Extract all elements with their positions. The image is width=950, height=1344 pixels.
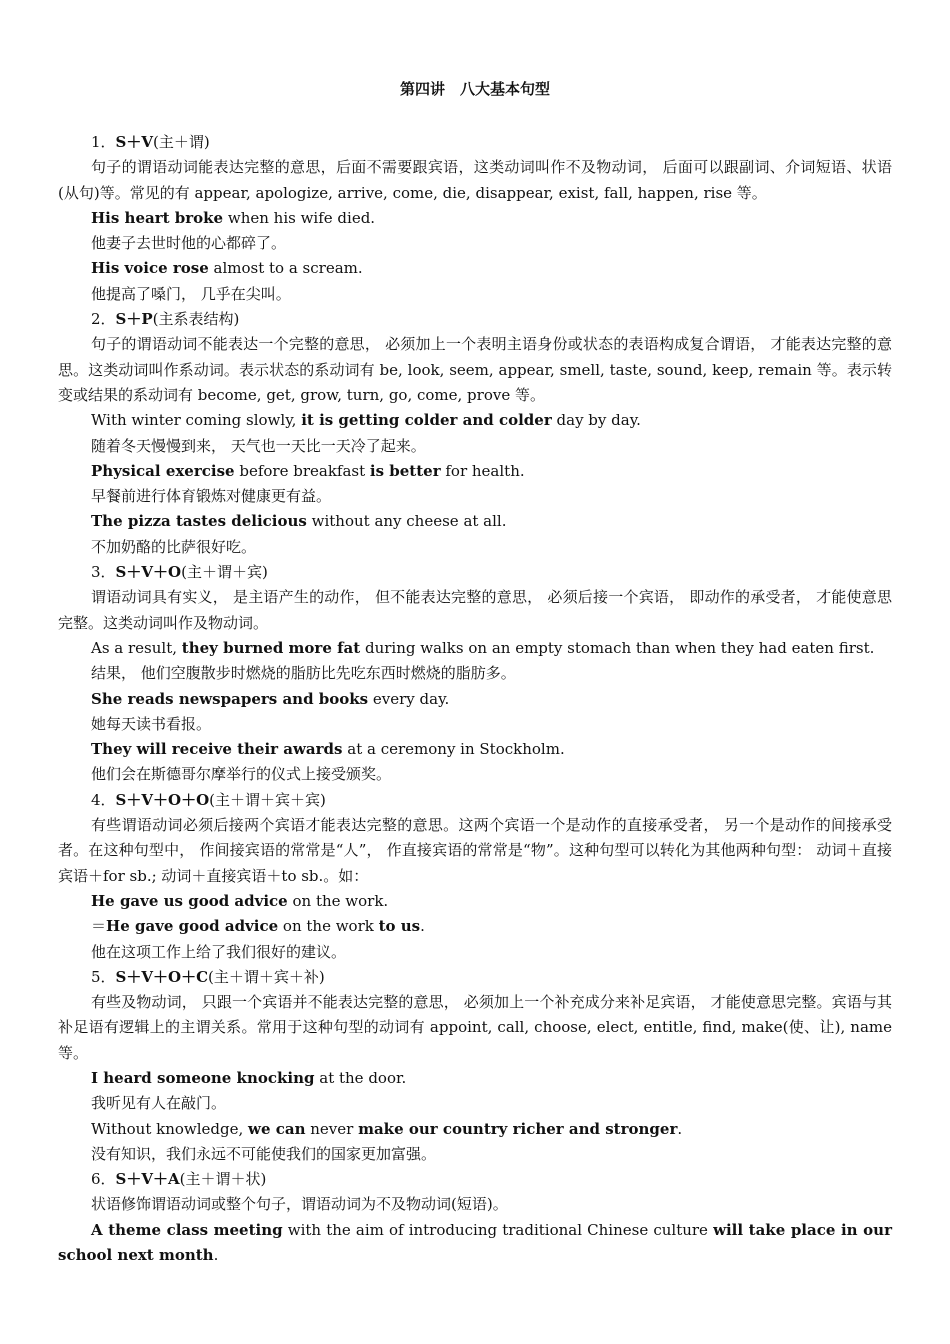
- example-translation: 随着冬天慢慢到来， 天气也一天比一天冷了起来。: [91, 436, 426, 455]
- heading-cn: (主＋谓): [153, 133, 210, 151]
- example-translation: 不加奶酪的比萨很好吃。: [91, 537, 257, 556]
- example-rest: on the work.: [287, 891, 389, 910]
- example-translation: 他提高了嗓门， 几乎在尖叫。: [91, 284, 291, 303]
- example-bold: will take place in our school next month: [58, 1220, 892, 1265]
- example-sentence: [58, 1218, 892, 1269]
- example-mid: on the work: [278, 917, 379, 936]
- example-rest: at a ceremony in Stockholm.: [342, 740, 565, 759]
- heading-number: 3．: [91, 563, 116, 582]
- example-sentence: [58, 737, 892, 762]
- example-bold: is better: [369, 461, 441, 480]
- heading-cn: (主＋谓＋状): [179, 1170, 267, 1189]
- section-heading-5: [58, 965, 892, 990]
- heading-number: 6．: [91, 1170, 116, 1189]
- section-description-4: 有些谓语动词必须后接两个宾语才能表达完整的意思。这两个宾语一个是动作的直接承受者， 另一个是动作的间接承受者。在这种句型中， 作间接宾语的常常是“人”， 作直接宾语的常常是“物”。这种句型可以转化为其他两种句型： 动词＋直接宾语＋for sb.; 动词＋直接宾语＋to sb.。如：: [58, 816, 892, 885]
- example-sentence: [58, 408, 892, 433]
- section-heading-2: [58, 307, 892, 332]
- heading-cn: (主系表结构): [152, 310, 240, 329]
- example-bold: we can: [248, 1119, 306, 1138]
- example-bold: His voice rose: [91, 259, 209, 278]
- heading-pattern: S＋P: [115, 310, 153, 329]
- section-heading-4: [58, 788, 892, 813]
- section-description-5: 有些及物动词， 只跟一个宾语并不能表达完整的意思， 必须加上一个补充成分来补足宾语， 才能使意思完整。宾语与其补足语有逻辑上的主谓关系。常用于这种句型的动词有 appoint, call, choose, elect, entitle, find, make(使、让), name 等。: [58, 993, 892, 1062]
- example-translation: 早餐前进行体育锻炼对健康更有益。: [91, 487, 332, 506]
- example-bold: He gave us good advice: [91, 891, 288, 910]
- example-bold: to us: [378, 917, 421, 936]
- example-rest: during walks on an empty stomach than when they had eaten first.: [360, 638, 875, 657]
- example-sentence: [58, 636, 892, 661]
- section-description-1: 句子的谓语动词能表达完整的意思，后面不需要跟宾语，这类动词叫作不及物动词， 后面可以跟副词、介词短语、状语(从句)等。常见的有 appear, apologize, arrive, come, die, disappear, exist, fall, happen, rise 等。: [58, 158, 892, 202]
- example-mid: before breakfast: [234, 461, 370, 480]
- heading-pattern: S＋V＋A: [115, 1170, 180, 1189]
- section-heading-1: [58, 130, 892, 155]
- document-body: [58, 130, 892, 1268]
- example-sentence: [58, 256, 892, 281]
- example-bold: The pizza tastes delicious: [91, 512, 307, 531]
- example-rest: without any cheese at all.: [306, 512, 507, 531]
- example-sentence: [58, 914, 892, 939]
- heading-pattern: S＋V＋O＋C: [115, 967, 209, 986]
- example-rest: day by day.: [551, 411, 641, 430]
- example-bold: Physical exercise: [91, 461, 235, 480]
- example-bold: they burned more fat: [181, 638, 361, 657]
- example-rest: at the door.: [314, 1068, 407, 1087]
- heading-cn: (主＋谓＋宾): [181, 563, 268, 582]
- example-bold: His heart broke: [91, 208, 224, 227]
- example-bold: A theme class meeting: [91, 1220, 283, 1239]
- example-pre: As a result,: [91, 638, 182, 657]
- heading-number: 5．: [91, 967, 116, 986]
- heading-pattern: S＋V: [115, 133, 154, 151]
- example-mid: with the aim of introducing traditional Chinese culture: [282, 1220, 714, 1239]
- heading-pattern: S＋V＋O: [115, 563, 182, 582]
- example-sentence: [58, 459, 892, 484]
- heading-cn: (主＋谓＋宾＋宾): [209, 790, 326, 809]
- section-heading-3: [58, 560, 892, 585]
- example-translation: 她每天读书看报。: [91, 714, 212, 733]
- example-translation: 没有知识，我们永远不可能使我们的国家更加富强。: [91, 1144, 437, 1163]
- example-bold: I heard someone knocking: [91, 1068, 315, 1087]
- section-heading-6: [58, 1167, 892, 1192]
- example-sentence: [58, 509, 892, 534]
- example-sentence: [58, 687, 892, 712]
- example-bold: They will receive their awards: [91, 740, 343, 759]
- example-translation: 他妻子去世时他的心都碎了。: [91, 234, 287, 253]
- example-translation: 我听见有人在敲门。: [91, 1094, 227, 1113]
- example-bold: He gave good advice: [106, 917, 279, 936]
- section-description-3: 谓语动词具有实义， 是主语产生的动作， 但不能表达完整的意思， 必须后接一个宾语， 即动作的承受者， 才能使意思完整。这类动词叫作及物动词。: [58, 588, 892, 632]
- example-rest: .: [420, 917, 425, 936]
- example-sentence: [58, 889, 892, 914]
- example-pre: ＝: [91, 917, 107, 936]
- example-rest: .: [677, 1119, 683, 1138]
- example-rest: every day.: [368, 689, 450, 708]
- example-pre: Without knowledge,: [91, 1119, 249, 1138]
- example-mid: never: [305, 1119, 359, 1138]
- section-description-6: 状语修饰谓语动词或整个句子，谓语动词为不及物动词(短语)。: [91, 1195, 508, 1214]
- example-translation: 他在这项工作上给了我们很好的建议。: [91, 942, 347, 961]
- example-bold: She reads newspapers and books: [91, 689, 369, 708]
- example-sentence: [58, 1117, 892, 1142]
- example-translation: 结果， 他们空腹散步时燃烧的脂肪比先吃东西时燃烧的脂肪多。: [91, 664, 516, 683]
- heading-number: 4．: [91, 790, 116, 809]
- page-title: 第四讲 八大基本句型: [399, 80, 550, 98]
- example-rest: .: [213, 1246, 219, 1265]
- example-rest: when his wife died.: [223, 208, 376, 227]
- heading-number: 2．: [91, 310, 116, 329]
- example-sentence: [58, 1066, 892, 1091]
- heading-cn: (主＋谓＋宾＋补): [208, 967, 325, 986]
- example-rest: almost to a scream.: [208, 259, 363, 278]
- example-sentence: [58, 206, 892, 231]
- heading-number: 1．: [91, 133, 116, 151]
- example-translation: 他们会在斯德哥尔摩举行的仪式上接受颁奖。: [91, 765, 392, 784]
- example-bold: it is getting colder and colder: [301, 411, 552, 430]
- example-pre: With winter coming slowly,: [91, 411, 302, 430]
- example-rest: for health.: [440, 461, 525, 480]
- section-description-2: 句子的谓语动词不能表达一个完整的意思， 必须加上一个表明主语身份或状态的表语构成复合谓语， 才能表达完整的意思。这类动词叫作系动词。表示状态的系动词有 be, look, seem, appear, smell, taste, sound, keep, remain 等。表示转变或结果的系动词有 become, get, grow, turn, go, come, prove 等。: [58, 335, 892, 404]
- example-bold: make our country richer and stronger: [358, 1119, 678, 1138]
- heading-pattern: S＋V＋O＋O: [115, 790, 210, 809]
